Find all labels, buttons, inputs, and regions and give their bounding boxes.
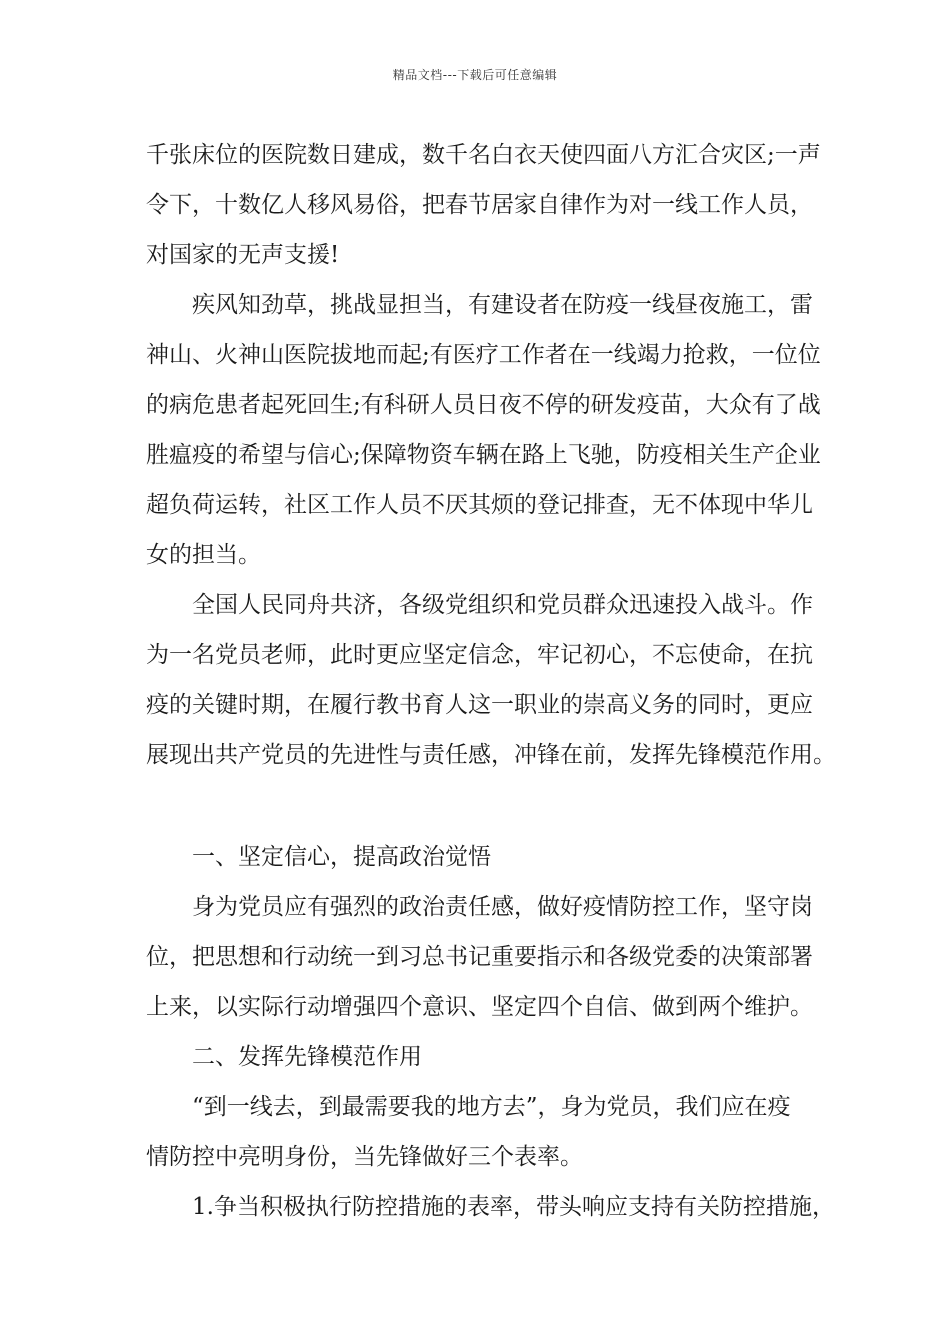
paragraph-4 (146, 882, 814, 1032)
section-heading-1: 一、坚定信心，提高政治觉悟 (192, 844, 491, 870)
page-header: 精品文档---下载后可任意编辑 (392, 68, 558, 82)
text-line: 情防控中亮明身份，当先锋做好三个表率。 (146, 1144, 583, 1170)
text-line: 千张床位的医院数日建成，数千名白衣天使四面八方汇合灾区;一声 (146, 142, 821, 168)
paragraph-1 (146, 130, 821, 280)
text-line: 展现出共产党员的先进性与责任感，冲锋在前，发挥先锋模范作用。 (146, 742, 836, 768)
text-line: “到一线去，到最需要我的地方去”，身为党员，我们应在疫 (192, 1094, 791, 1120)
text-line: 令下，十数亿人移风易俗，把春节居家自律作为对一线工作人员， (146, 192, 813, 218)
document-body (146, 130, 836, 1232)
text-line: 神山、火神山医院拔地而起;有医疗工作者在一线竭力抢救，一位位 (146, 342, 821, 368)
text-line: 疫的关键时期，在履行教书育人这一职业的崇高义务的同时，更应 (146, 692, 813, 718)
text-line: 的病危患者起死回生;有科研人员日夜不停的研发疫苗，大众有了战 (146, 392, 821, 418)
text-line: 女的担当。 (146, 542, 261, 568)
text-line: 1.争当积极执行防控措施的表率，带头响应支持有关防控措施， (192, 1194, 835, 1220)
paragraph-spacer (146, 780, 814, 832)
text-line: 超负荷运转，社区工作人员不厌其烦的登记排查，无不体现中华儿 (146, 492, 813, 518)
text-line: 上来，以实际行动增强四个意识、坚定四个自信、做到两个维护。 (146, 994, 813, 1020)
text-line: 胜瘟疫的希望与信心;保障物资车辆在路上飞驰，防疫相关生产企业 (146, 442, 821, 468)
paragraph-5 (146, 1082, 814, 1182)
text-line: 全国人民同舟共济，各级党组织和党员群众迅速投入战斗。作 (192, 592, 813, 618)
text-line: 身为党员应有强烈的政治责任感，做好疫情防控工作，坚守岗 (192, 894, 813, 920)
paragraph-2 (146, 280, 821, 580)
text-line: 为一名党员老师，此时更应坚定信念，牢记初心，不忘使命，在抗 (146, 642, 813, 668)
text-line: 对国家的无声支援! (146, 242, 340, 268)
paragraph-3 (146, 580, 836, 780)
text-line: 位，把思想和行动统一到习总书记重要指示和各级党委的决策部署 (146, 944, 813, 970)
section-heading-2: 二、发挥先锋模范作用 (192, 1044, 422, 1070)
text-line: 疾风知劲草，挑战显担当，有建设者在防疫一线昼夜施工，雷 (192, 292, 813, 318)
paragraph-6 (146, 1182, 835, 1232)
